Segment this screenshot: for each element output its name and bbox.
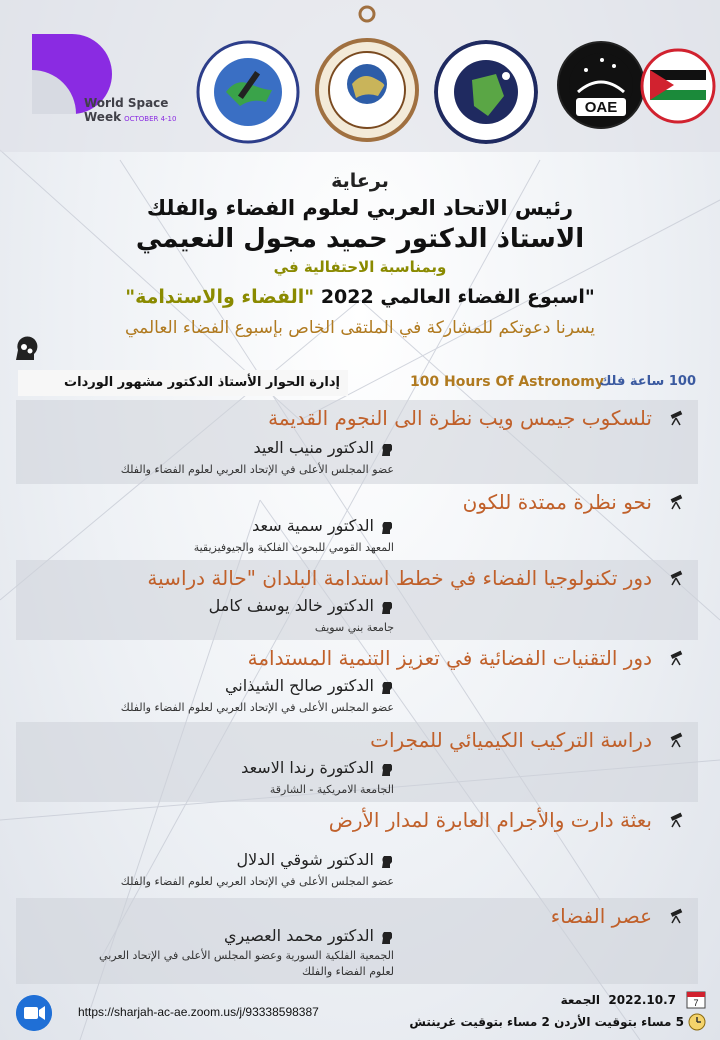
head-icon [380, 522, 392, 534]
session-title: نحو نظرة ممتدة للكون [462, 490, 652, 514]
speaker-name: الدكتور سمية سعد [252, 516, 374, 535]
head-icon [380, 856, 392, 868]
session-item [16, 400, 698, 484]
occasion-intro: وبمناسبة الاحتفالية في [273, 258, 447, 276]
event-day: الجمعة [560, 993, 600, 1007]
telescope-icon [668, 812, 684, 828]
telescope-icon [668, 732, 684, 748]
telescope-icon [668, 494, 684, 510]
speaker-affiliation: الجمعية الفلكية السورية وعضو المجلس الأعلى في الإتحاد العربي [99, 949, 394, 962]
logos-header [0, 0, 720, 152]
speaker-name: الدكتور خالد يوسف كامل [208, 596, 374, 615]
session-title: دراسة التركيب الكيميائي للمجرات [370, 728, 652, 752]
moderator-row [20, 366, 700, 398]
telescope-icon [668, 570, 684, 586]
speaker-name: الدكتور شوقي الدلال [236, 850, 374, 869]
speaker-affiliation: عضو المجلس الأعلى في الإتحاد العربي لعلوم الفضاء والفلك [120, 875, 394, 888]
sponsor-intro: برعاية [331, 170, 389, 192]
session-title: عصر الفضاء [550, 904, 652, 928]
moderator-label: إدارة الحوار الأستاذ الدكتور مشهور الوردات [18, 370, 348, 396]
sponsor-position: رئيس الاتحاد العربي لعلوم الفضاء والفلك [146, 196, 574, 220]
telescope-icon [668, 908, 684, 924]
hours-of-astronomy-ar: 100 ساعة فلك [599, 374, 696, 389]
head-icon [380, 602, 392, 614]
wsw-title-line1: World Space [84, 96, 169, 110]
speaker-affiliation: عضو المجلس الأعلى في الإتحاد العربي لعلوم الفضاء والفلك [120, 701, 394, 714]
session-title: بعثة دارت والأجرام العابرة لمدار الأرض [328, 808, 652, 832]
wsw-dates: OCTOBER 4-10 [124, 115, 177, 123]
session-title: دور تكنولوجيا الفضاء في خطط استدامة البلدان "حالة دراسية [147, 566, 652, 590]
zoom-meeting-link[interactable]: https://sharjah-ac-ae.zoom.us/j/93338598387 [78, 1005, 319, 1019]
session-title: دور التقنيات الفضائية في تعزيز التنمية المستدامة [247, 646, 652, 670]
speaker-affiliation-line2: لعلوم الفضاء والفلك [301, 965, 394, 978]
session-item [16, 802, 698, 898]
world-space-week-title [84, 96, 176, 126]
head-icon [380, 932, 392, 944]
speaker-name: الدكتورة رندا الاسعد [241, 758, 374, 777]
head-icon [380, 444, 392, 456]
speaker-affiliation: المعهد القومي للبحوث الفلكية والجيوفيزيقية [193, 541, 394, 554]
world-space-week-logo [22, 30, 192, 130]
speaker-name: الدكتور صالح الشيذاني [224, 676, 374, 695]
speaker-affiliation: الجامعة الامريكية - الشارقة [269, 783, 394, 796]
hours-of-astronomy-en: 100 Hours Of Astronomy [409, 374, 604, 390]
clock-icon [688, 1013, 706, 1031]
jordanian-astronomical-society-logo [434, 40, 538, 144]
speaker-affiliation: عضو المجلس الأعلى في الإتحاد العربي لعلوم الفضاء والفلك [120, 463, 394, 476]
regional-office-logo [196, 40, 300, 144]
event-theme: "الفضاء والاستدامة" [125, 286, 315, 308]
telescope-icon [668, 410, 684, 426]
session-title: تلسكوب جيمس ويب نظرة الى النجوم القديمة [268, 406, 652, 430]
head-icon [380, 682, 392, 694]
event-footer [0, 985, 720, 1040]
calendar-icon [686, 989, 706, 1009]
oae-logo [556, 40, 646, 130]
sponsor-name: الاستاذ الدكتور حميد مجول النعيمي [135, 224, 585, 254]
speaker-name: الدكتور منيب العيد [253, 438, 374, 457]
zoom-camera-icon[interactable] [16, 995, 52, 1031]
event-title-part1: "اسبوع الفضاء العالمي 2022 [314, 286, 595, 308]
calendar-day-number: 7 [693, 998, 699, 1008]
event-title [0, 286, 720, 308]
svg-text:OAE: OAE [584, 99, 618, 116]
invitation-text: يسرنا دعوتكم للمشاركة في الملتقى الخاص بإسبوع الفضاء العالمي [125, 318, 595, 338]
session-item [16, 640, 698, 722]
arab-union-seal [312, 4, 422, 152]
speaker-affiliation: جامعة بني سويف [314, 621, 394, 634]
brain-gears-icon [12, 336, 40, 364]
event-time: 5 مساء بتوقيت الأردن 2 مساء بتوقيت غرينتش [409, 1015, 684, 1029]
session-item [16, 722, 698, 802]
session-item [16, 898, 698, 984]
session-item [16, 484, 698, 560]
event-date: 2022.10.7 [608, 993, 676, 1007]
head-icon [380, 764, 392, 776]
session-item [16, 560, 698, 640]
speaker-name: الدكتور محمد العصيري [224, 926, 374, 945]
wsw-title-line2: Week [84, 110, 122, 124]
jordan-flag-logo [640, 40, 716, 132]
telescope-icon [668, 650, 684, 666]
